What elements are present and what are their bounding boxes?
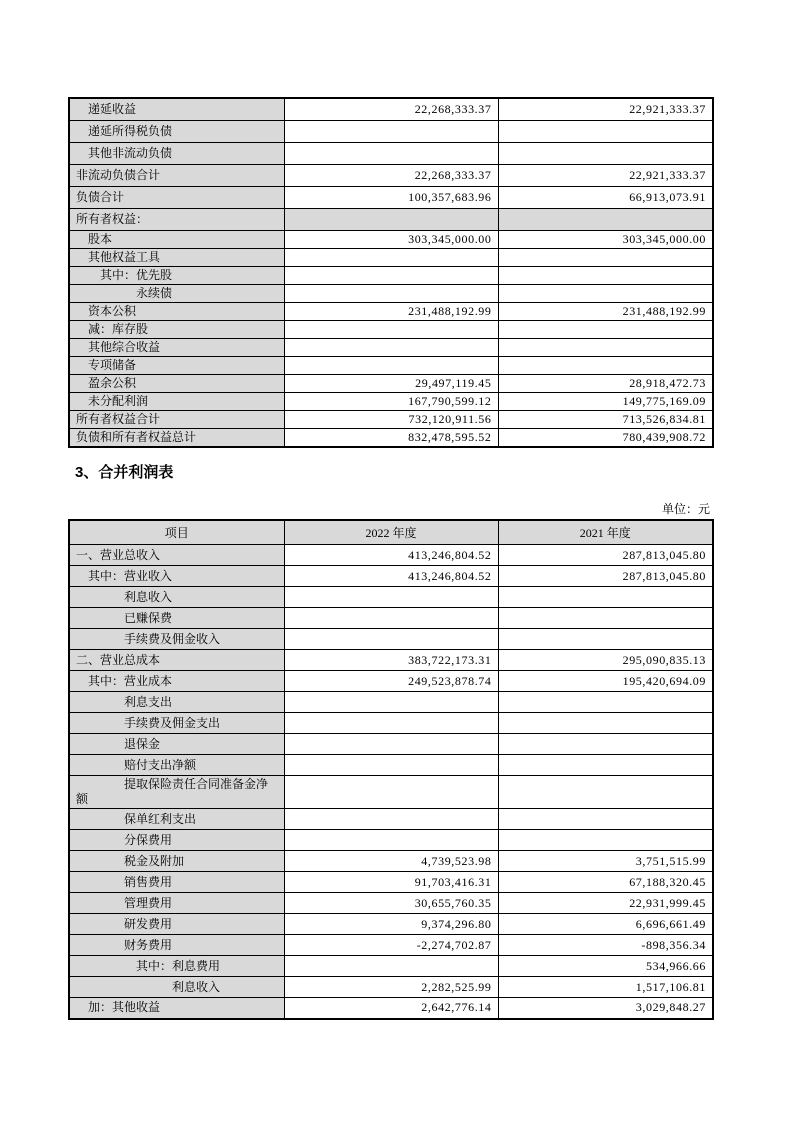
row-label: 税金及附加 (69, 851, 284, 872)
value-cell-current (284, 356, 498, 374)
row-label: 所有者权益合计 (69, 410, 284, 428)
table-row (69, 142, 713, 164)
table-row (69, 977, 713, 998)
value-cell-prior: 231,488,192.99 (498, 302, 713, 320)
value-cell-prior (498, 120, 713, 142)
value-cell-prior: 287,813,045.80 (498, 545, 713, 566)
income-statement-table-body (69, 545, 713, 1019)
table-row (69, 830, 713, 851)
row-label: 其中：优先股 (69, 266, 284, 284)
row-label: 一、营业总收入 (69, 545, 284, 566)
column-header-2022: 2022 年度 (284, 520, 498, 545)
row-label: 加：其他收益 (69, 998, 284, 1019)
row-label: 递延收益 (69, 98, 284, 120)
value-cell-current (284, 208, 498, 230)
row-label: 股本 (69, 230, 284, 248)
value-cell-current (284, 713, 498, 734)
value-cell-prior: 22,921,333.37 (498, 98, 713, 120)
value-cell-prior: 67,188,320.45 (498, 872, 713, 893)
value-cell-prior: 22,921,333.37 (498, 164, 713, 186)
table-row (69, 374, 713, 392)
table-row (69, 998, 713, 1019)
value-cell-prior: 6,696,661.49 (498, 914, 713, 935)
page-content (68, 97, 712, 1020)
value-cell-prior (498, 830, 713, 851)
table-row (69, 392, 713, 410)
table-row (69, 935, 713, 956)
row-label: 非流动负债合计 (69, 164, 284, 186)
value-cell-current (284, 248, 498, 266)
value-cell-current: 249,523,878.74 (284, 671, 498, 692)
table-row (69, 164, 713, 186)
table-row (69, 629, 713, 650)
value-cell-prior: 66,913,073.91 (498, 186, 713, 208)
table-row (69, 428, 713, 447)
value-cell-prior: -898,356.34 (498, 935, 713, 956)
column-header-2021: 2021 年度 (498, 520, 713, 545)
value-cell-prior (498, 142, 713, 164)
table-row (69, 284, 713, 302)
income-statement-table (68, 519, 714, 1020)
value-cell-prior: 195,420,694.09 (498, 671, 713, 692)
table-row (69, 608, 713, 629)
table-row (69, 893, 713, 914)
table-row (69, 734, 713, 755)
value-cell-prior: 295,090,835.13 (498, 650, 713, 671)
row-label: 减：库存股 (69, 320, 284, 338)
value-cell-prior: 22,931,999.45 (498, 893, 713, 914)
row-label: 财务费用 (69, 935, 284, 956)
value-cell-current: 732,120,911.56 (284, 410, 498, 428)
row-label: 其他权益工具 (69, 248, 284, 266)
value-cell-current: -2,274,702.87 (284, 935, 498, 956)
value-cell-prior (498, 734, 713, 755)
row-label: 分保费用 (69, 830, 284, 851)
value-cell-current: 832,478,595.52 (284, 428, 498, 447)
row-label: 研发费用 (69, 914, 284, 935)
value-cell-current (284, 608, 498, 629)
row-label: 永续债 (69, 284, 284, 302)
row-label: 其他综合收益 (69, 338, 284, 356)
value-cell-prior (498, 692, 713, 713)
row-label: 资本公积 (69, 302, 284, 320)
column-header-item: 项目 (69, 520, 284, 545)
value-cell-prior (498, 248, 713, 266)
value-cell-prior (498, 338, 713, 356)
table-row (69, 851, 713, 872)
row-label: 手续费及佣金收入 (69, 629, 284, 650)
row-label: 已赚保费 (69, 608, 284, 629)
row-label: 其中：营业收入 (69, 566, 284, 587)
value-cell-prior: 780,439,908.72 (498, 428, 713, 447)
row-label: 盈余公积 (69, 374, 284, 392)
value-cell-prior: 303,345,000.00 (498, 230, 713, 248)
value-cell-current: 2,282,525.99 (284, 977, 498, 998)
table-row (69, 650, 713, 671)
row-label: 提取保险责任合同准备金净额 (69, 776, 284, 809)
value-cell-current (284, 120, 498, 142)
value-cell-current (284, 266, 498, 284)
table-row (69, 809, 713, 830)
income-statement-header-row (69, 520, 713, 545)
table-row (69, 956, 713, 977)
value-cell-current (284, 320, 498, 338)
value-cell-current: 303,345,000.00 (284, 230, 498, 248)
value-cell-prior (498, 208, 713, 230)
value-cell-prior (498, 713, 713, 734)
value-cell-current (284, 734, 498, 755)
value-cell-current (284, 587, 498, 608)
row-label: 负债和所有者权益总计 (69, 428, 284, 447)
row-label: 所有者权益： (69, 208, 284, 230)
row-label: 专项储备 (69, 356, 284, 374)
table-row (69, 356, 713, 374)
table-row (69, 671, 713, 692)
value-cell-prior (498, 755, 713, 776)
section-heading-income-statement: 3、合并利润表 (75, 463, 174, 481)
value-cell-current: 167,790,599.12 (284, 392, 498, 410)
row-label: 手续费及佣金支出 (69, 713, 284, 734)
value-cell-current: 231,488,192.99 (284, 302, 498, 320)
value-cell-prior (498, 809, 713, 830)
row-label: 销售费用 (69, 872, 284, 893)
table-row (69, 208, 713, 230)
table-header-row (69, 520, 713, 545)
value-cell-prior: 3,751,515.99 (498, 851, 713, 872)
row-label: 负债合计 (69, 186, 284, 208)
table-row (69, 545, 713, 566)
value-cell-current: 413,246,804.52 (284, 566, 498, 587)
table-row (69, 186, 713, 208)
value-cell-prior: 287,813,045.80 (498, 566, 713, 587)
value-cell-current (284, 629, 498, 650)
value-cell-current: 30,655,760.35 (284, 893, 498, 914)
table-row (69, 914, 713, 935)
value-cell-current (284, 776, 498, 809)
value-cell-current (284, 956, 498, 977)
value-cell-prior: 28,918,472.73 (498, 374, 713, 392)
table-row (69, 320, 713, 338)
value-cell-current: 2,642,776.14 (284, 998, 498, 1019)
table-row (69, 713, 713, 734)
value-cell-prior: 713,526,834.81 (498, 410, 713, 428)
value-cell-prior (498, 629, 713, 650)
value-cell-current: 29,497,119.45 (284, 374, 498, 392)
value-cell-current: 9,374,296.80 (284, 914, 498, 935)
row-label: 利息收入 (69, 977, 284, 998)
row-label: 其中：利息费用 (69, 956, 284, 977)
value-cell-current (284, 830, 498, 851)
value-cell-prior (498, 608, 713, 629)
table-row (69, 587, 713, 608)
value-cell-prior: 1,517,106.81 (498, 977, 713, 998)
value-cell-prior: 149,775,169.09 (498, 392, 713, 410)
table-row (69, 120, 713, 142)
row-label: 管理费用 (69, 893, 284, 914)
value-cell-prior: 3,029,848.27 (498, 998, 713, 1019)
value-cell-current (284, 142, 498, 164)
row-label: 赔付支出净额 (69, 755, 284, 776)
value-cell-prior (498, 320, 713, 338)
table-row (69, 338, 713, 356)
row-label: 利息收入 (69, 587, 284, 608)
value-cell-current: 4,739,523.98 (284, 851, 498, 872)
table-row (69, 230, 713, 248)
table-row (69, 266, 713, 284)
table-row (69, 755, 713, 776)
balance-sheet-table-body (69, 98, 713, 447)
value-cell-prior (498, 776, 713, 809)
table-row (69, 302, 713, 320)
value-cell-current: 91,703,416.31 (284, 872, 498, 893)
value-cell-current (284, 809, 498, 830)
value-cell-current: 100,357,683.96 (284, 186, 498, 208)
unit-label: 单位：元 (661, 501, 710, 516)
value-cell-current: 22,268,333.37 (284, 98, 498, 120)
value-cell-current: 383,722,173.31 (284, 650, 498, 671)
table-row (69, 692, 713, 713)
value-cell-current: 413,246,804.52 (284, 545, 498, 566)
row-label: 递延所得税负债 (69, 120, 284, 142)
table-row (69, 248, 713, 266)
value-cell-prior (498, 284, 713, 302)
row-label: 保单红利支出 (69, 809, 284, 830)
table-row (69, 872, 713, 893)
value-cell-prior (498, 266, 713, 284)
value-cell-current: 22,268,333.37 (284, 164, 498, 186)
row-label: 未分配利润 (69, 392, 284, 410)
table-row (69, 566, 713, 587)
balance-sheet-table (68, 97, 714, 448)
row-label: 退保金 (69, 734, 284, 755)
row-label: 利息支出 (69, 692, 284, 713)
row-label: 其中：营业成本 (69, 671, 284, 692)
value-cell-prior (498, 587, 713, 608)
value-cell-current (284, 338, 498, 356)
table-row (69, 98, 713, 120)
value-cell-prior: 534,966.66 (498, 956, 713, 977)
table-row (69, 776, 713, 809)
value-cell-current (284, 692, 498, 713)
value-cell-current (284, 755, 498, 776)
value-cell-prior (498, 356, 713, 374)
value-cell-current (284, 284, 498, 302)
row-label: 其他非流动负债 (69, 142, 284, 164)
table-row (69, 410, 713, 428)
row-label: 二、营业总成本 (69, 650, 284, 671)
